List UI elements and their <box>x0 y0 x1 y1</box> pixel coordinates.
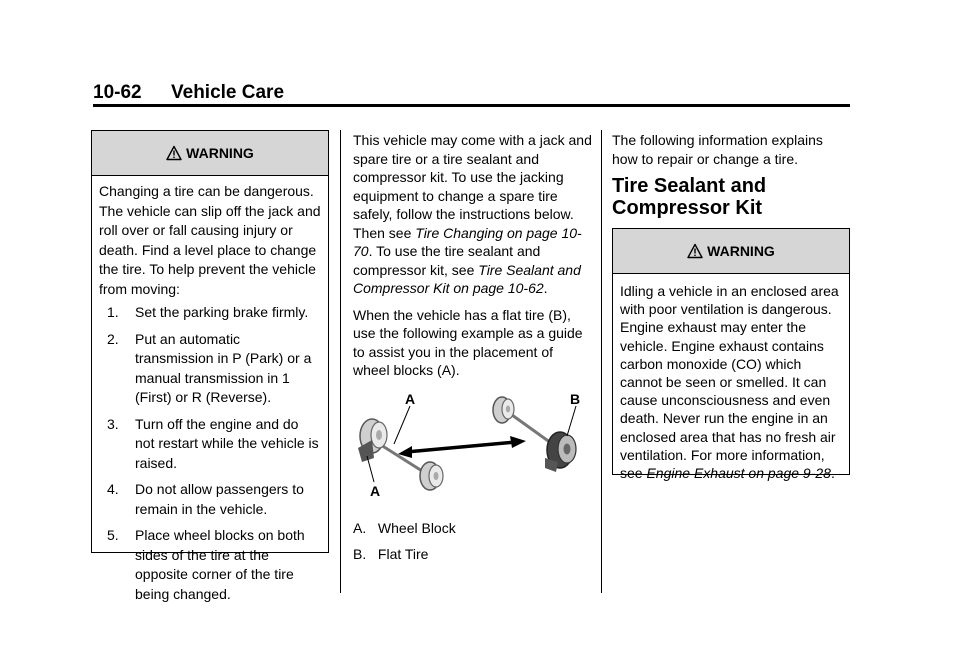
right-column-intro: The following information explains how to repair or change a tire. <box>612 132 823 167</box>
text-span: Idling a vehicle in an enclosed area with poor ventilation is dangerous. Engine exhaust may enter the vehicle. Engine exhaust contains carbon monoxide (CO) which cannot be seen or smelled. It can cause unconsciousness and even death. Never run the engine in an enclosed area that has no fresh air ventilation. For more information, see <box>620 283 839 482</box>
wheel-block-paragraph: When the vehicle has a flat tire (B), use the following example as a guide to assist you in the placement of wheel blocks (A). <box>353 306 583 378</box>
list-item <box>107 415 321 474</box>
middle-column <box>353 131 593 388</box>
warning-body <box>92 176 328 604</box>
step-number: 5. <box>107 527 119 543</box>
leader-line-b <box>567 406 576 436</box>
text-span: . To use the tire sealant and compressor kit, see <box>353 243 541 278</box>
legend-key: B. <box>353 546 367 562</box>
list-item <box>107 480 321 519</box>
warning-title: WARNING <box>186 145 254 161</box>
legend-text: Flat Tire <box>377 546 429 562</box>
label-a-bottom: A <box>370 483 381 499</box>
step-number: 4. <box>107 481 119 497</box>
step-text: Place wheel blocks on both sides of the tire at the opposite corner of the tire being changed. <box>135 527 305 602</box>
figure-legend <box>353 519 583 571</box>
cross-reference-tire-changing[interactable]: Tire Changing on page 10-70 <box>353 224 582 259</box>
legend-item <box>353 519 583 537</box>
warning-header <box>613 229 849 274</box>
section-title: Vehicle Care <box>171 82 285 103</box>
warning-body <box>613 274 849 482</box>
step-text: Turn off the engine and do not restart while the vehicle is raised. <box>135 415 319 471</box>
front-right-wheel <box>420 462 443 490</box>
arrow-head-right <box>510 436 526 448</box>
column-divider-left <box>340 130 341 593</box>
rear-left-wheel <box>493 397 514 423</box>
warning-triangle-icon <box>687 243 703 259</box>
legend-text: Wheel Block <box>377 520 456 536</box>
warning-steps <box>99 303 321 604</box>
page-number: 10-62 <box>93 82 142 103</box>
cross-reference-sealant-kit[interactable]: Tire Sealant and Compressor Kit on page 10-62 <box>353 261 581 296</box>
step-text: Do not allow passengers to remain in the vehicle. <box>135 481 304 517</box>
leader-line-a-bottom <box>367 456 374 482</box>
diagonal-arrow <box>406 442 516 452</box>
warning-box-tire-change <box>91 130 329 602</box>
header-rule <box>93 104 850 107</box>
label-a-top: A <box>405 391 416 407</box>
leader-line-a-top <box>394 406 410 444</box>
text-span: This vehicle may come with a jack and spare tire or a tire sealant and compressor kit. To use the jacking equipment to change a spare tire safely, follow the instructions below. Then see <box>353 132 592 241</box>
step-text: Put an automatic transmission in P (Park) or a manual transmission in 1 (First) or R (Reverse). <box>135 330 312 405</box>
step-text: Set the parking brake firmly. <box>135 304 309 320</box>
column-divider-right <box>601 130 602 593</box>
list-item <box>107 330 321 408</box>
legend-key: A. <box>353 520 367 536</box>
step-number: 3. <box>107 415 119 432</box>
step-number: 2. <box>107 330 119 347</box>
warning-header <box>92 131 328 176</box>
warning-intro: Changing a tire can be dangerous. The vehicle can slip off the jack and roll over or fall causing injury or death. Find a level place to change the tire. To help prevent the vehicle from moving: <box>99 183 321 297</box>
warning-title: WARNING <box>707 243 775 259</box>
page-header <box>93 82 850 104</box>
label-b: B <box>570 391 581 407</box>
text-span: . <box>830 465 835 482</box>
warning-box-exhaust <box>612 228 850 482</box>
section-heading: Tire Sealant and Compressor Kit <box>612 175 767 219</box>
cross-reference-engine-exhaust[interactable]: Engine Exhaust on page 9-28 <box>646 465 831 482</box>
text-span: . <box>543 280 548 296</box>
wheel-block-illustration <box>350 388 590 500</box>
step-number: 1. <box>107 304 119 320</box>
warning-triangle-icon <box>166 145 182 161</box>
list-item <box>107 303 321 323</box>
list-item <box>107 526 321 604</box>
jack-intro-paragraph <box>353 131 593 298</box>
legend-item <box>353 545 583 563</box>
